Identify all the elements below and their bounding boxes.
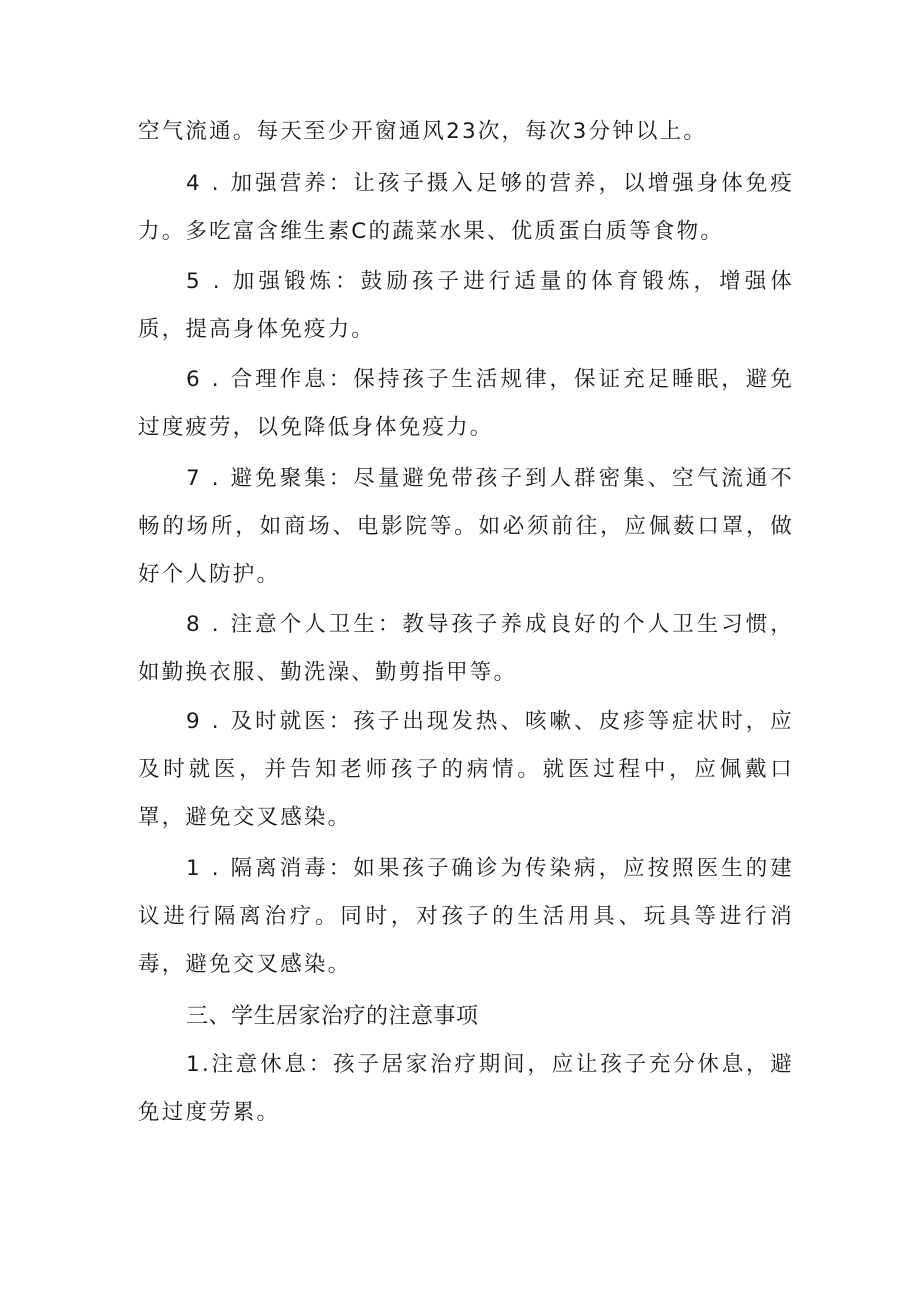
paragraph-item-5-exercise: 5 . 加强锻炼：鼓励孩子进行适量的体育锻炼，增强体质，提高身体免疫力。 [138, 269, 794, 342]
paragraph-rest-at-home: 1.注意休息：孩子居家治疗期间，应让孩子充分休息，避免过度劳累。 [138, 1052, 794, 1125]
paragraph-item-4-nutrition: 4 . 加强营养：让孩子摄入足够的营养，以增强身体免疫力。多吃富含维生素C的蔬菜水果、优质蛋白质等食物。 [138, 171, 794, 244]
paragraph-item-8-hygiene: 8 . 注意个人卫生：教导孩子养成良好的个人卫生习惯，如勤换衣服、勤洗澡、勤剪指甲等。 [138, 612, 794, 685]
paragraph-item-1-isolation: 1 . 隔离消毒：如果孩子确诊为传染病，应按照医生的建议进行隔离治疗。同时，对孩子的生活用具、玩具等进行消毒，避免交叉感染。 [138, 856, 794, 977]
paragraph-item-9-see-doctor: 9 . 及时就医：孩子出现发热、咳嗽、皮疹等症状时，应及时就医，并告知老师孩子的病情。就医过程中，应佩戴口罩，避免交叉感染。 [138, 709, 794, 830]
section-heading: 三、学生居家治疗的注意事项 [186, 1003, 479, 1028]
paragraph-ventilation-continued: 空气流通。每天至少开窗通风23次，每次3分钟以上。 [138, 119, 708, 144]
paragraph-item-7-avoid-crowds: 7 . 避免聚集：尽量避免带孩子到人群密集、空气流通不畅的场所，如商场、电影院等。如必须前往，应佩薮口罩，做好个人防护。 [138, 466, 794, 587]
paragraph-item-6-rest: 6 . 合理作息：保持孩子生活规律，保证充足睡眠，避免过度疲劳，以免降低身体免疫力。 [138, 367, 794, 440]
